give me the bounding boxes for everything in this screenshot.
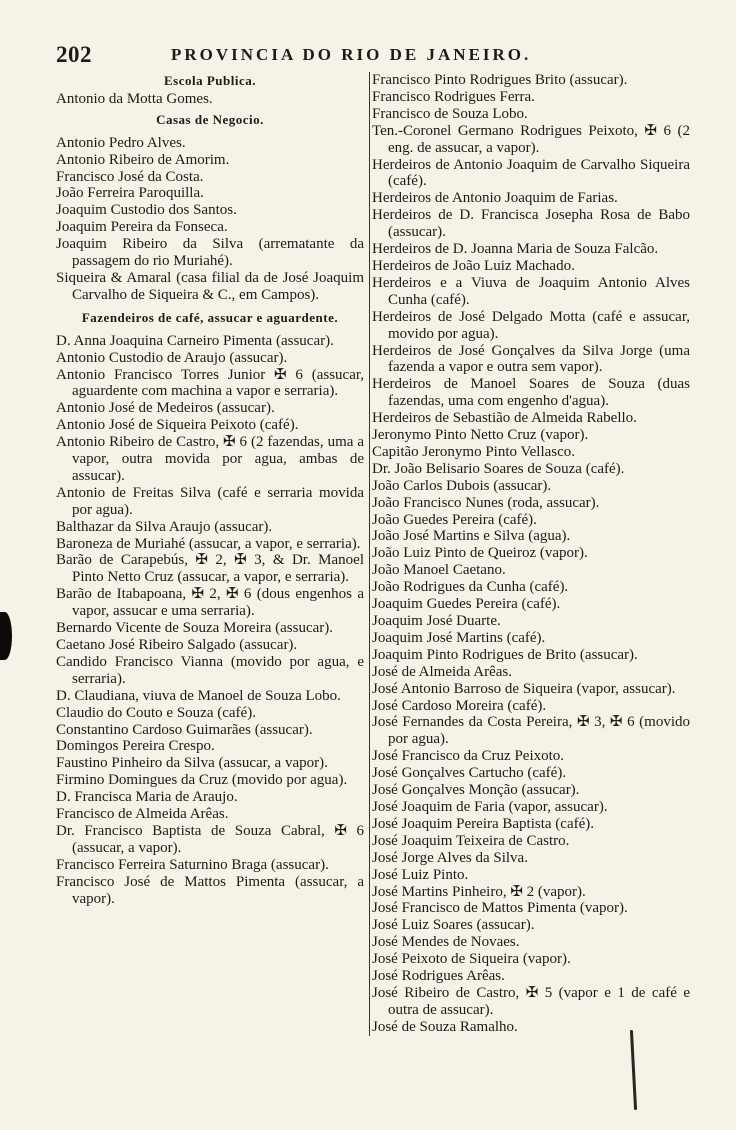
list-entry: Joaquim Ribeiro da Silva (arrematante da passagem do rio Muriahé). bbox=[56, 236, 364, 270]
list-entry: Francisco de Almeida Arêas. bbox=[56, 806, 229, 823]
list-entry: José Mendes de Novaes. bbox=[372, 934, 520, 951]
list-entry: Francisco de Souza Lobo. bbox=[372, 105, 528, 122]
list-entry: José Luiz Soares (assucar). bbox=[372, 917, 535, 934]
list-entry: D. Anna Joaquina Carneiro Pimenta (assucar). bbox=[56, 332, 334, 349]
list-entry: José Martins Pinheiro, ✠ 2 (vapor). bbox=[372, 883, 586, 900]
list-entry: Joaquim Custodio dos Santos. bbox=[56, 202, 237, 219]
school-list bbox=[56, 91, 364, 108]
list-entry: Antonio Ribeiro de Amorim. bbox=[56, 151, 230, 168]
list-entry: Antonio da Motta Gomes. bbox=[56, 90, 213, 107]
list-entry: Baroneza de Muriahé (assucar, a vapor, e serraria). bbox=[56, 535, 361, 552]
list-entry: Antonio José de Medeiros (assucar). bbox=[56, 400, 275, 417]
list-entry: Antonio Custodio de Araujo (assucar). bbox=[56, 349, 288, 366]
list-entry: João Luiz Pinto de Queiroz (vapor). bbox=[372, 545, 588, 562]
list-entry: José Jorge Alves da Silva. bbox=[372, 849, 528, 866]
list-entry: Firmino Domingues da Cruz (movido por agua). bbox=[56, 772, 348, 789]
list-entry: José Francisco da Cruz Peixoto. bbox=[372, 748, 565, 765]
list-entry: João Francisco Nunes (roda, assucar). bbox=[372, 494, 600, 511]
list-entry: Barão de Carapebús, ✠ 2, ✠ 3, & Dr. Manoel Pinto Netto Cruz (assucar, a vapor, e serraria). bbox=[56, 552, 364, 586]
list-entry: Francisco José da Costa. bbox=[56, 168, 204, 185]
list-entry: José Cardoso Moreira (café). bbox=[372, 697, 547, 714]
right-list bbox=[372, 72, 690, 1036]
page-number: 202 bbox=[56, 42, 92, 67]
list-entry: Herdeiros de João Luiz Machado. bbox=[372, 257, 575, 274]
list-entry: Candido Francisco Vianna (movido por agua, e serraria). bbox=[56, 653, 364, 687]
list-entry: Francisco Rodrigues Ferra. bbox=[372, 88, 535, 105]
left-column bbox=[56, 72, 364, 908]
business-list bbox=[56, 135, 364, 304]
list-entry: João Rodrigues da Cunha (café). bbox=[372, 579, 569, 596]
list-entry: José Gonçalves Monção (assucar). bbox=[372, 782, 580, 799]
list-entry: João Ferreira Paroquilla. bbox=[56, 185, 204, 202]
list-entry: João José Martins e Silva (agua). bbox=[372, 528, 571, 545]
page-header bbox=[56, 40, 676, 70]
list-entry: Antonio Francisco Torres Junior ✠ 6 (assucar, aguardente com machina a vapor e serraria). bbox=[56, 366, 364, 400]
list-entry: Herdeiros de José Gonçalves da Silva Jorge (uma fazenda a vapor e outra sem vapor). bbox=[372, 342, 690, 376]
list-entry: José Gonçalves Cartucho (café). bbox=[372, 765, 567, 782]
list-entry: Herdeiros de Sebastião de Almeida Rabello. bbox=[372, 410, 637, 427]
list-entry: Herdeiros de Antonio Joaquim de Carvalho Siqueira (café). bbox=[372, 156, 690, 190]
list-entry: Dr. Francisco Baptista de Souza Cabral, ✠ 6 (assucar, a vapor). bbox=[56, 822, 364, 856]
list-entry: João Carlos Dubois (assucar). bbox=[372, 477, 552, 494]
list-entry: Faustino Pinheiro da Silva (assucar, a vapor). bbox=[56, 755, 328, 772]
list-entry: Claudio do Couto e Souza (café). bbox=[56, 704, 256, 721]
list-entry: Herdeiros e a Viuva de Joaquim Antonio Alves Cunha (café). bbox=[372, 274, 690, 308]
list-entry: Antonio Pedro Alves. bbox=[56, 134, 186, 151]
ink-blot-mark bbox=[0, 612, 12, 660]
list-entry: Herdeiros de José Delgado Motta (café e assucar, movido por agua). bbox=[372, 308, 690, 342]
list-entry: Francisco Ferreira Saturnino Braga (assucar). bbox=[56, 856, 329, 873]
list-entry: Siqueira & Amaral (casa filial da de José Joaquim Carvalho de Siqueira & C., em Campos). bbox=[56, 269, 364, 303]
list-entry: Joaquim José Martins (café). bbox=[372, 629, 546, 646]
list-entry: D. Francisca Maria de Araujo. bbox=[56, 789, 238, 806]
list-entry: José Luiz Pinto. bbox=[372, 866, 469, 883]
list-entry: Joaquim Pereira da Fonseca. bbox=[56, 219, 228, 236]
list-entry: José Antonio Barroso de Siqueira (vapor, assucar). bbox=[372, 680, 676, 697]
list-entry: José Fernandes da Costa Pereira, ✠ 3, ✠ 6 (movido por agua). bbox=[372, 714, 690, 748]
list-entry: Herdeiros de Antonio Joaquim de Farias. bbox=[372, 190, 618, 207]
right-column bbox=[369, 72, 690, 1036]
list-entry: Antonio José de Siqueira Peixoto (café). bbox=[56, 417, 299, 434]
list-entry: Francisco Pinto Rodrigues Brito (assucar). bbox=[372, 72, 628, 88]
list-entry: Ten.-Coronel Germano Rodrigues Peixoto, ✠ 6 (2 eng. de assucar, a vapor). bbox=[372, 122, 690, 156]
list-entry: D. Claudiana, viuva de Manoel de Souza Lobo. bbox=[56, 687, 341, 704]
list-entry: Francisco José de Mattos Pimenta (assucar, a vapor). bbox=[56, 873, 364, 907]
list-entry: Constantino Cardoso Guimarães (assucar). bbox=[56, 721, 313, 738]
list-entry: João Manoel Caetano. bbox=[372, 562, 506, 579]
list-entry: Joaquim Pinto Rodrigues de Brito (assucar). bbox=[372, 646, 638, 663]
list-entry: Jeronymo Pinto Netto Cruz (vapor). bbox=[372, 427, 589, 444]
list-entry: José Peixoto de Siqueira (vapor). bbox=[372, 951, 571, 968]
list-entry: João Guedes Pereira (café). bbox=[372, 511, 537, 528]
list-entry: Balthazar da Silva Araujo (assucar). bbox=[56, 518, 273, 535]
list-entry: Capitão Jeronymo Pinto Vellasco. bbox=[372, 443, 576, 460]
list-entry: José Joaquim Pereira Baptista (café). bbox=[372, 815, 595, 832]
list-entry: José Joaquim Teixeira de Castro. bbox=[372, 832, 570, 849]
farmer-list bbox=[56, 333, 364, 908]
list-entry: Dr. João Belisario Soares de Souza (café). bbox=[372, 460, 625, 477]
list-entry: Antonio Ribeiro de Castro, ✠ 6 (2 fazendas, uma a vapor, outra movida por agua, ambas de assucar). bbox=[56, 434, 364, 484]
list-entry: José Joaquim de Faria (vapor, assucar). bbox=[372, 798, 608, 815]
list-entry: Bernardo Vicente de Souza Moreira (assucar). bbox=[56, 620, 334, 637]
list-entry: Joaquim Guedes Pereira (café). bbox=[372, 596, 561, 613]
list-entry: Antonio de Freitas Silva (café e serraria movida por agua). bbox=[56, 484, 364, 518]
section-heading-casas-de-negocio: Casas de Negocio. bbox=[156, 111, 264, 127]
list-entry: Barão de Itabapoana, ✠ 2, ✠ 6 (dous engenhos a vapor, assucar e uma serraria). bbox=[56, 586, 364, 620]
list-entry: José Francisco de Mattos Pimenta (vapor). bbox=[372, 900, 628, 917]
list-entry: Caetano José Ribeiro Salgado (assucar). bbox=[56, 637, 298, 653]
list-entry: Herdeiros de Manoel Soares de Souza (duas fazendas, uma com engenho d'agua). bbox=[372, 376, 690, 410]
list-entry: José de Almeida Arêas. bbox=[372, 663, 512, 680]
edge-ink-stroke bbox=[630, 1030, 637, 1110]
list-entry: Herdeiros de D. Francisca Josepha Rosa de Babo (assucar). bbox=[372, 207, 690, 241]
list-entry: José Rodrigues Arêas. bbox=[372, 968, 505, 985]
list-entry: Joaquim José Duarte. bbox=[372, 613, 501, 629]
list-entry: José Ribeiro de Castro, ✠ 5 (vapor e 1 de café e outra de assucar). bbox=[372, 984, 690, 1018]
list-entry: José de Souza Ramalho. bbox=[372, 1018, 518, 1035]
running-title: PROVINCIA DO RIO DE JANEIRO. bbox=[171, 45, 532, 64]
section-heading-fazendeiros: Fazendeiros de café, assucar e aguardente. bbox=[81, 309, 339, 325]
section-heading-escola-publica: Escola Publica. bbox=[163, 73, 256, 88]
list-entry: Herdeiros de D. Joanna Maria de Souza Falcão. bbox=[372, 241, 659, 258]
list-entry: Domingos Pereira Crespo. bbox=[56, 738, 215, 755]
